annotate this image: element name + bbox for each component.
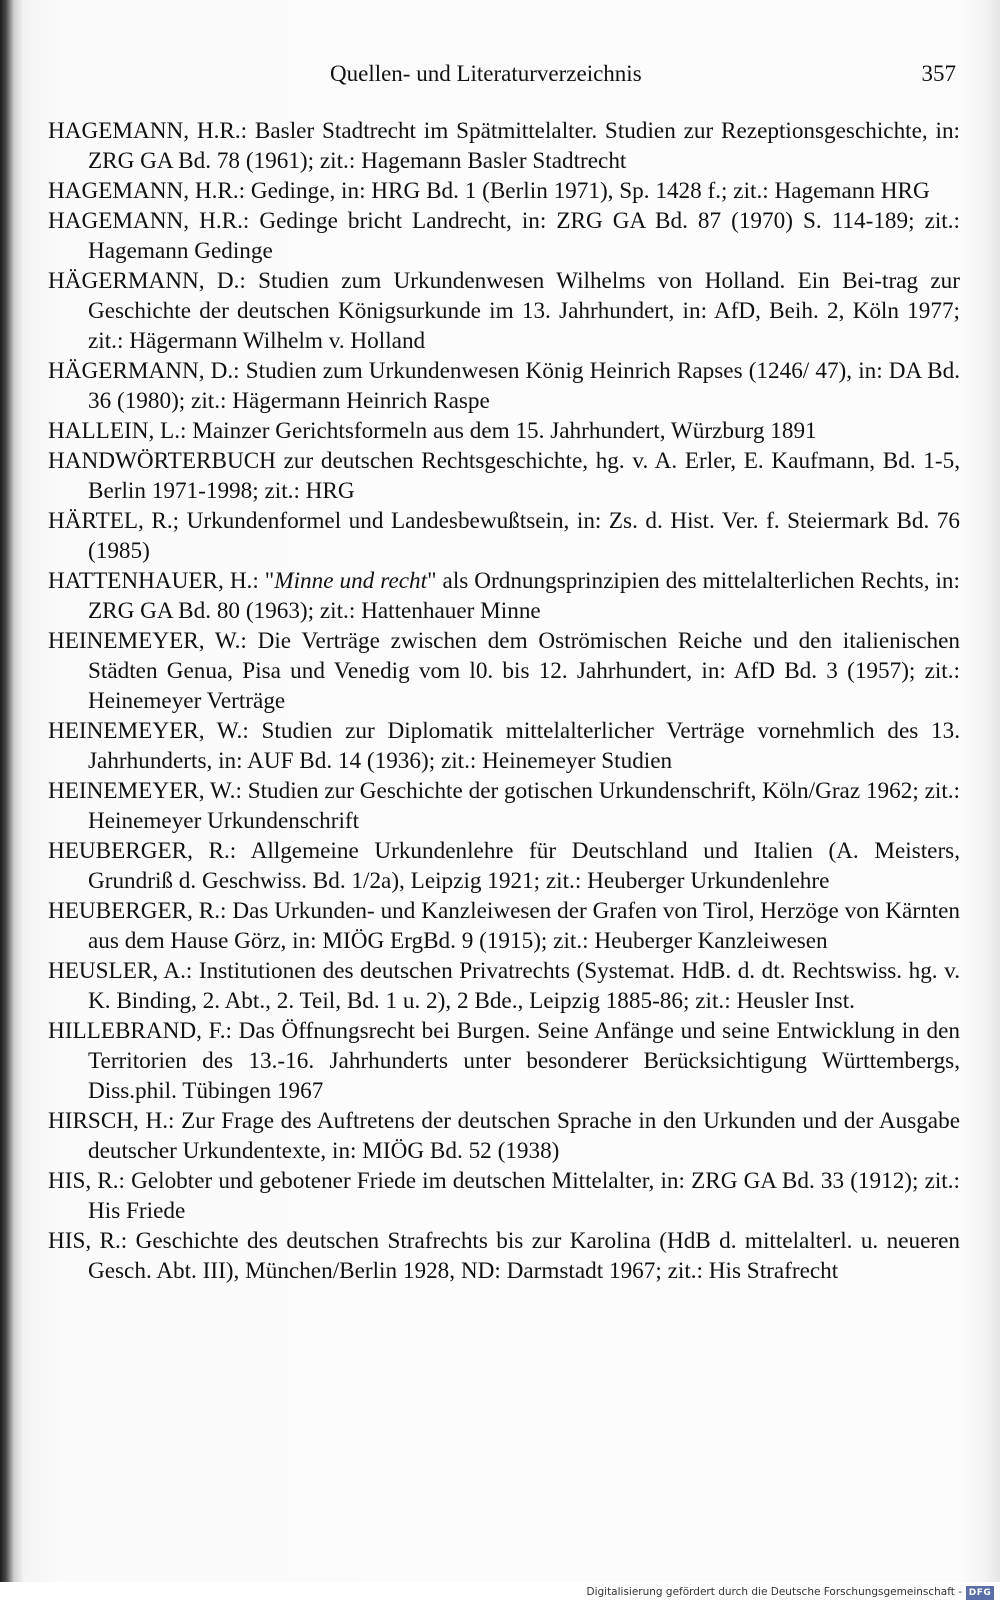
entry-text: HEINEMEYER, W.: Studien zur Diplomatik mittelalterlicher Verträge vornehmlich des 13. Jahrhunderts, in: AUF Bd. 14 (1936); zit.: Heinemeyer Studien (48, 718, 960, 774)
bibliography-entry (48, 446, 960, 506)
dfg-logo: DFG (966, 1586, 994, 1600)
bibliography-entry (48, 506, 960, 566)
entry-text: HAGEMANN, H.R.: Gedinge, in: HRG Bd. 1 (Berlin 1971), Sp. 1428 f.; zit.: Hagemann HRG (48, 178, 930, 204)
bibliography-entry (48, 176, 960, 206)
entry-text: HEINEMEYER, W.: Studien zur Geschichte der gotischen Urkundenschrift, Köln/Graz 1962; zit.: Heinemeyer Urkundenschrift (48, 778, 960, 834)
bibliography-list (48, 116, 960, 1286)
bibliography-entry (48, 1166, 960, 1226)
page-header (0, 58, 1000, 90)
bibliography-entry (48, 1226, 960, 1286)
bibliography-entry (48, 116, 960, 176)
bibliography-entry (48, 1106, 960, 1166)
bibliography-entry (48, 626, 960, 716)
entry-italic-title: Minne und recht (274, 568, 428, 594)
bibliography-entry (48, 836, 960, 896)
entry-text: HEINEMEYER, W.: Die Verträge zwischen dem Oströmischen Reiche und den italienischen Städten Genua, Pisa und Venedig vom l0. bis 12. Jahrhundert, in: AfD Bd. 3 (1957); zit.: Heinemeyer Verträge (48, 628, 960, 714)
bibliography-entry (48, 896, 960, 956)
entry-text: HANDWÖRTERBUCH zur deutschen Rechtsgeschichte, hg. v. A. Erler, E. Kaufmann, Bd. 1-5, Berlin 1971-1998; zit.: HRG (48, 448, 960, 504)
page-number: 357 (921, 61, 956, 86)
digitization-footer (0, 1582, 1000, 1604)
bibliography-entry (48, 266, 960, 356)
bibliography-entry (48, 206, 960, 266)
funding-note: Digitalisierung gefördert durch die Deutsche Forschungsgemeinschaft - (586, 1586, 962, 1598)
bibliography-entry (48, 1016, 960, 1106)
entry-text: HÄRTEL, R.; Urkundenformel und Landesbewußtsein, in: Zs. d. Hist. Ver. f. Steiermark Bd. 76 (1985) (48, 508, 960, 564)
entry-text: HÄGERMANN, D.: Studien zum Urkundenwesen Wilhelms von Holland. Ein Bei-trag zur Geschichte der deutschen Königsurkunde im 13. Jahrhundert, in: AfD, Beih. 2, Köln 1977; zit.: Hägermann Wilhelm v. Holland (48, 268, 960, 354)
entry-text: HILLEBRAND, F.: Das Öffnungsrecht bei Burgen. Seine Anfänge und seine Entwicklung in den Territorien des 13.-16. Jahrhunderts unter besonderer Berücksichtigung Württembergs, Diss.phil. Tübingen 1967 (48, 1018, 960, 1104)
bibliography-entry (48, 416, 960, 446)
bibliography-entry (48, 956, 960, 1016)
entry-text: HALLEIN, L.: Mainzer Gerichtsformeln aus dem 15. Jahrhundert, Würzburg 1891 (48, 418, 817, 444)
entry-text: HIS, R.: Geschichte des deutschen Strafrechts bis zur Karolina (HdB d. mittelalterl. u. neueren Gesch. Abt. III), München/Berlin 1928, ND: Darmstadt 1967; zit.: His Strafrecht (48, 1228, 960, 1284)
running-title: Quellen- und Literaturverzeichnis (330, 61, 642, 86)
entry-text-continued: " als Ordnungsprinzipien des mittelalterlichen Rechts, in: ZRG GA Bd. 80 (1963); zit.: Hattenhauer Minne (88, 568, 960, 624)
bibliography-entry (48, 776, 960, 836)
entry-text: HÄGERMANN, D.: Studien zum Urkundenwesen König Heinrich Rapses (1246/ 47), in: DA Bd. 36 (1980); zit.: Hägermann Heinrich Raspe (48, 358, 960, 414)
entry-text: HAGEMANN, H.R.: Gedinge bricht Landrecht, in: ZRG GA Bd. 87 (1970) S. 114-189; zit.: Hagemann Gedinge (48, 208, 960, 264)
entry-text: HEUBERGER, R.: Das Urkunden- und Kanzleiwesen der Grafen von Tirol, Herzöge von Kärnten aus dem Hause Görz, in: MIÖG ErgBd. 9 (1915); zit.: Heuberger Kanzleiwesen (48, 898, 960, 954)
bibliography-entry (48, 716, 960, 776)
entry-text: HAGEMANN, H.R.: Basler Stadtrecht im Spätmittelalter. Studien zur Rezeptionsgeschichte, in: ZRG GA Bd. 78 (1961); zit.: Hagemann Basler Stadtrecht (48, 118, 960, 174)
entry-text: HIRSCH, H.: Zur Frage des Auftretens der deutschen Sprache in den Urkunden und der Ausgabe deutscher Urkundentexte, in: MIÖG Bd. 52 (1938) (48, 1108, 960, 1164)
entry-text: HEUSLER, A.: Institutionen des deutschen Privatrechts (Systemat. HdB. d. dt. Rechtswiss. hg. v. K. Binding, 2. Abt., 2. Teil, Bd. 1 u. 2), 2 Bde., Leipzig 1885-86; zit.: Heusler Inst. (48, 958, 960, 1014)
bibliography-entry (48, 356, 960, 416)
bibliography-entry (48, 566, 960, 626)
entry-text: HIS, R.: Gelobter und gebotener Friede im deutschen Mittelalter, in: ZRG GA Bd. 33 (1912); zit.: His Friede (48, 1168, 960, 1224)
entry-text: HATTENHAUER, H.: " (48, 568, 275, 594)
entry-text: HEUBERGER, R.: Allgemeine Urkundenlehre für Deutschland und Italien (A. Meisters, Grundriß d. Geschwiss. Bd. 1/2a), Leipzig 1921; zit.: Heuberger Urkundenlehre (48, 838, 960, 894)
